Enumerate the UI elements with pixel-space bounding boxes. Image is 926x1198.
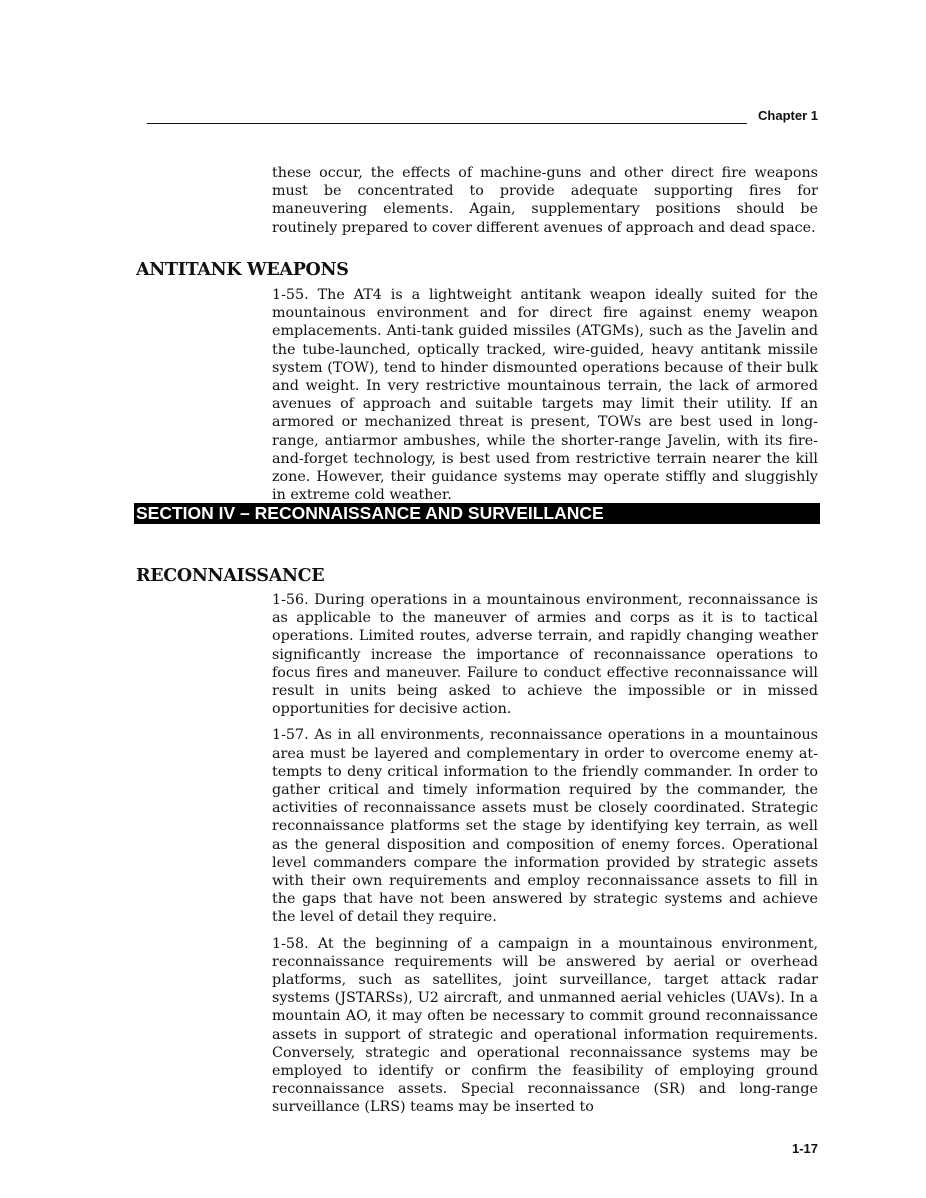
paragraph-1-57: 1-57. As in all environments, reconnaissance operations in a mountainous area must be layered and complementary in order to overcome enemy attempts to deny critical information to the friendly commander. In order to gather critical and timely information required by the commander, the activities of reconnaissance assets must be closely coordinated. Strategic reconnaissance platforms set the stage by identifying key terrain, as well as the general disposition and composition of enemy forces. Operational level commanders compare the information provided by strategic assets with their own requirements and employ reconnaissance assets to fill in the gaps that have not been answered by strategic systems and achieve the level of detail they require.: [272, 727, 818, 926]
antitank-block: [272, 286, 818, 504]
paragraph-1-55: 1-55. The AT4 is a lightweight antitank weapon ideally suited for the mountainous environment and for direct fire against enemy weapon emplacements. Anti-tank guided missiles (ATGMs), such as the Javelin and the tube-launched, optically tracked, wire-guided, heavy antitank missile system (TOW), tend to hinder dismounted operations because of their bulk and weight. In very restrictive mountainous terrain, the lack of armored avenues of approach and suitable targets may limit their utility. If an armored or mechanized threat is present, TOWs are best used in long-range, antiarmor ambushes, while the shorter-range Javelin, with its fire-and-forget technology, is best used from restrictive terrain nearer the kill zone. However, their guidance systems may operate stiffly and sluggishly in extreme cold weather.: [272, 287, 818, 504]
intro-paragraph-block: [272, 164, 818, 237]
page-number: 1-17: [791, 1141, 818, 1156]
paragraph-1-58: 1-58. At the beginning of a campaign in a mountainous environment, reconnaissance requirements will be answered by aerial or overhead platforms, such as satellites, joint surveillance, target attack radar systems (JSTARSs), U2 aircraft, and unmanned aerial vehicles (UAVs). In a mountain AO, it may often be necessary to commit ground reconnaissance assets in support of strategic and operational information requirements. Conversely, strategic and operational reconnaissance systems may be employed to identify or confirm the feasibility of employing ground reconnaissance assets. Special reconnaissance (SR) and long-range surveillance (LRS) teams may be inserted to: [272, 935, 818, 1116]
intro-paragraph: these occur, the effects of machine-guns and other direct fire weapons must be concentrated to provide adequate supporting fires for maneuvering elements. Again, supplementary positions should be routinely prepared to cover different avenues of approach and dead space.: [272, 165, 818, 236]
reconnaissance-block: [272, 591, 818, 1117]
section-bar: SECTION IV – RECONNAISSANCE AND SURVEILLANCE: [134, 503, 820, 524]
antitank-heading: ANTITANK WEAPONS: [136, 260, 349, 280]
running-header: [147, 108, 818, 126]
paragraph-1-56: 1-56. During operations in a mountainous environment, reconnaissance is as applicable to the maneuver of armies and corps as it is to tactical operations. Limited routes, adverse terrain, and rapidly changing weather significantly increase the importance of reconnaissance operations to focus fires and maneuver. Failure to conduct effective reconnaissance will result in units being asked to achieve the impossible or in missed opportunities for decisive action.: [272, 592, 818, 718]
chapter-label: Chapter 1: [758, 108, 818, 123]
header-rule: [147, 123, 747, 124]
reconnaissance-heading: RECONNAISSANCE: [136, 566, 325, 586]
